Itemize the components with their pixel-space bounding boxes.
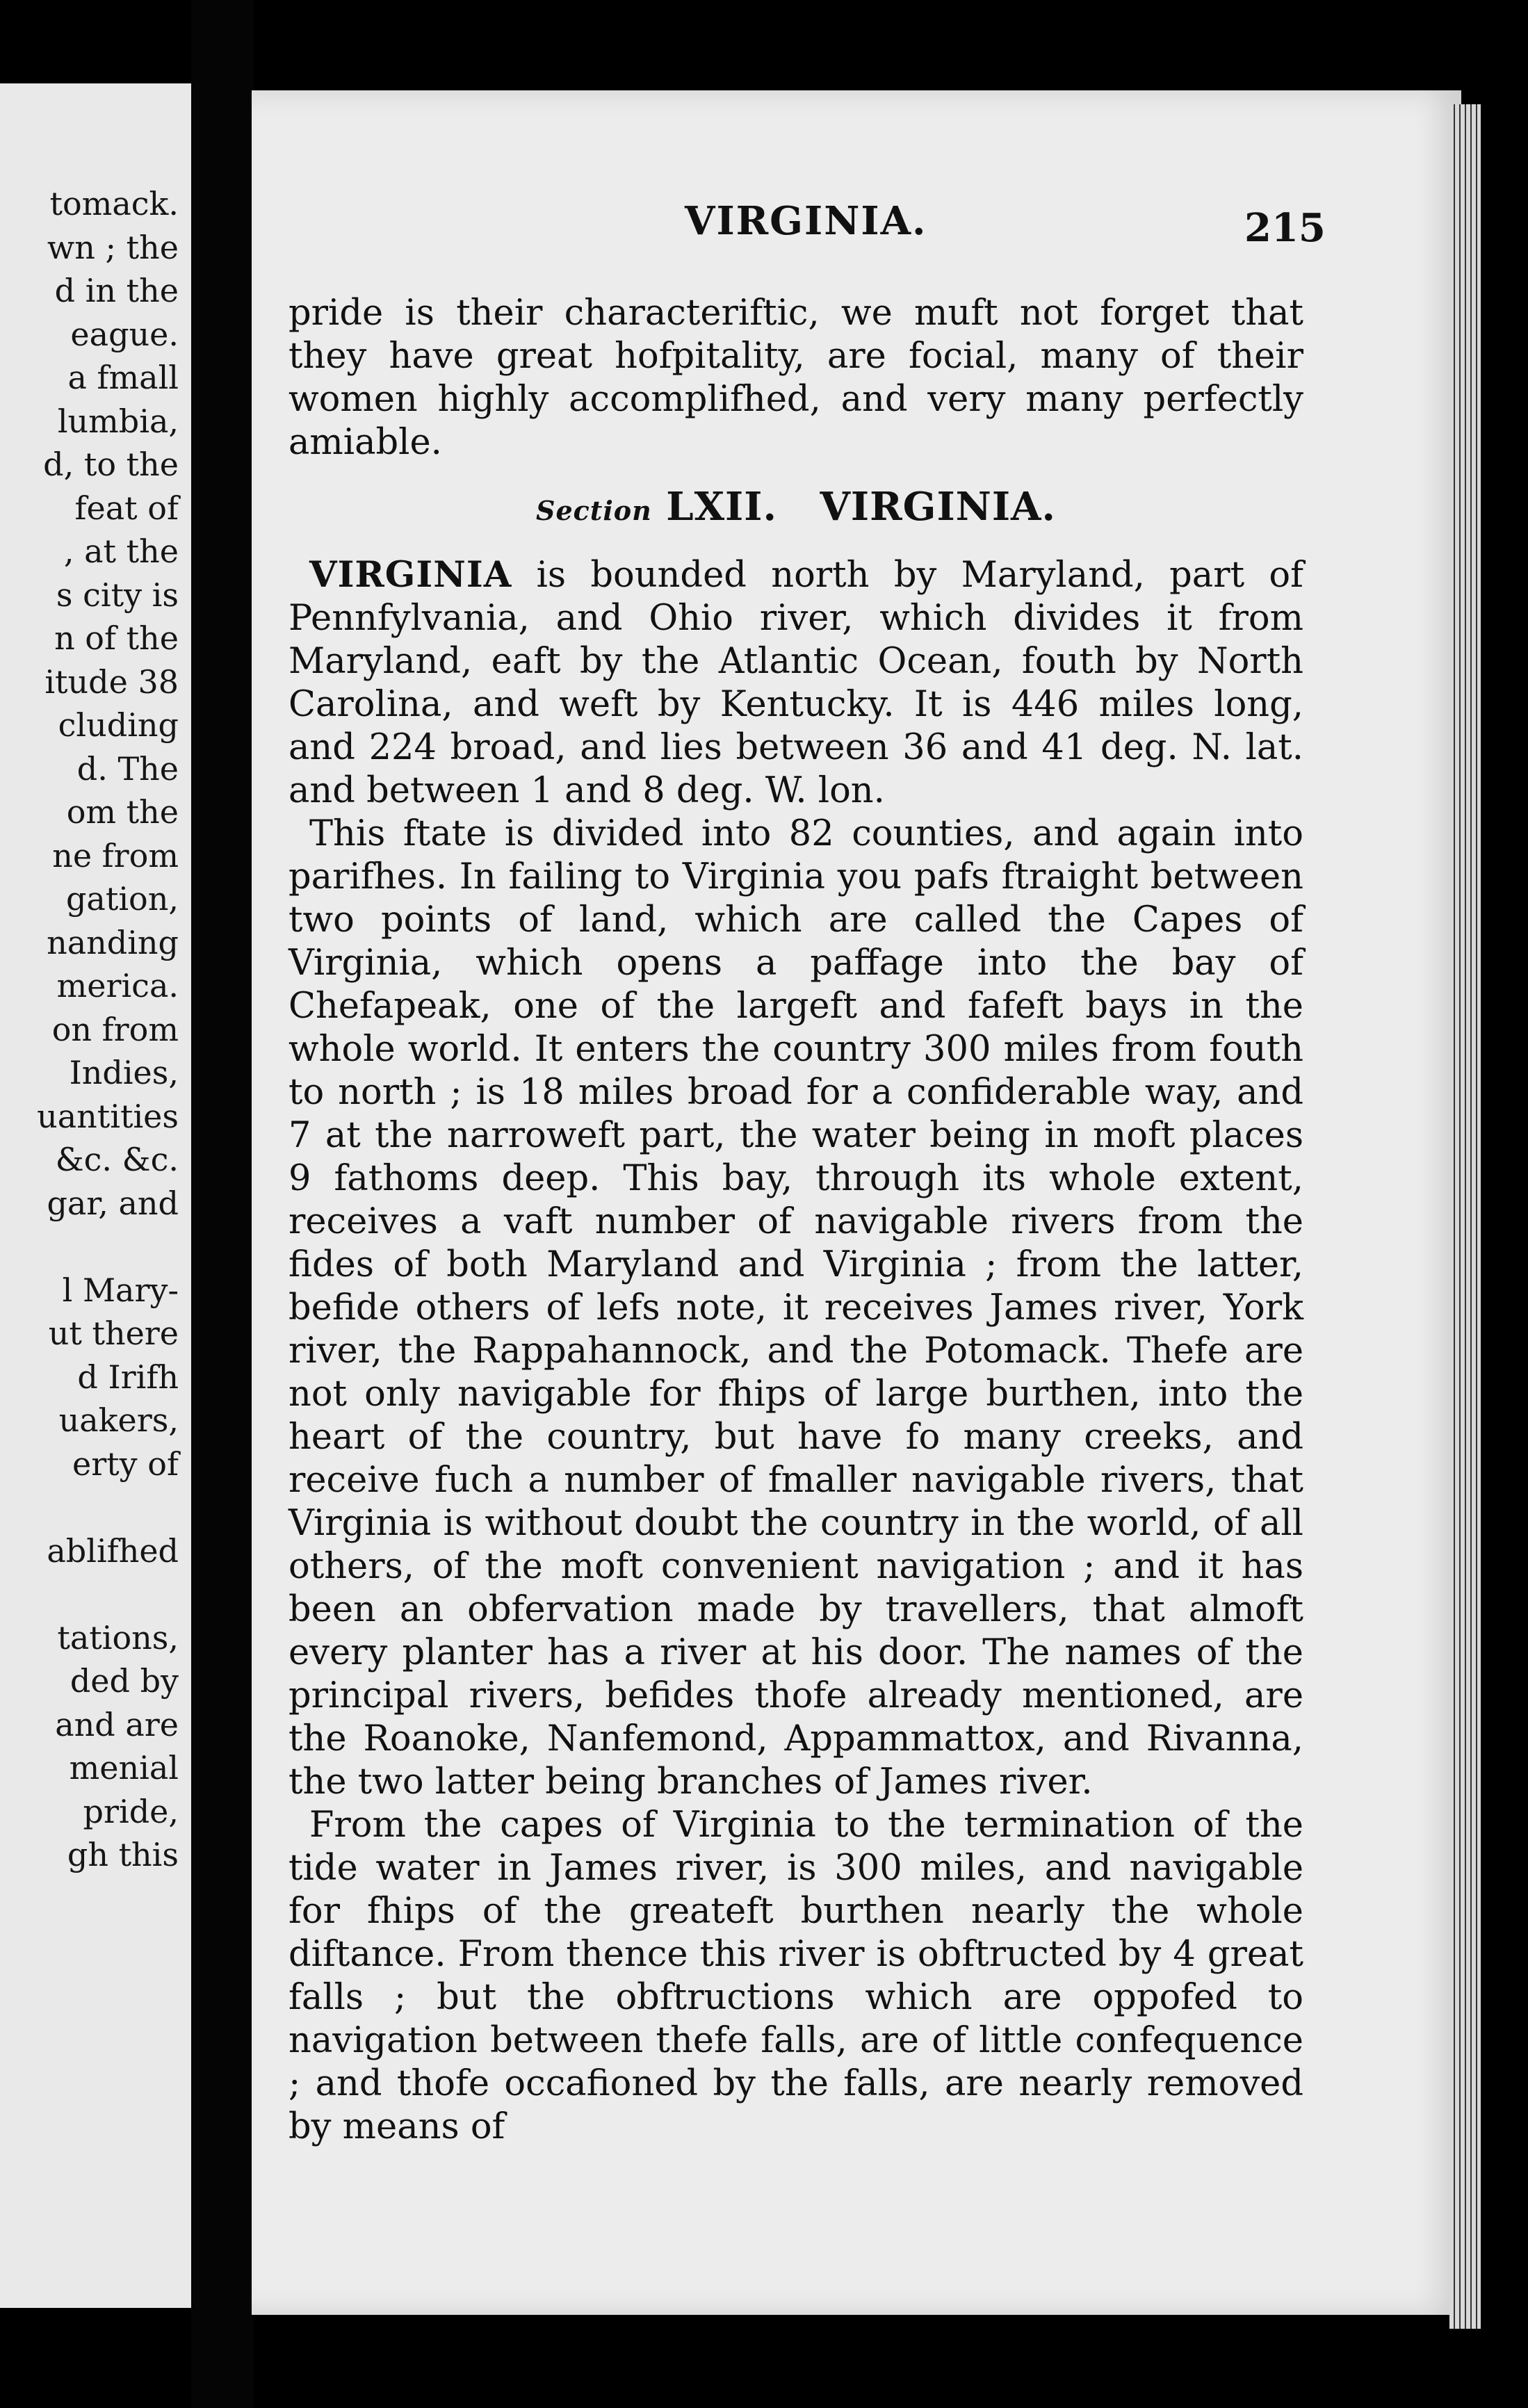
left-page-line: a fmall [67, 359, 179, 396]
left-page-line: cluding [58, 706, 179, 744]
paragraph-1 [288, 553, 1303, 813]
left-facing-page [0, 83, 191, 2308]
left-page-line: wn ; the [47, 228, 179, 266]
left-page-line: lumbia, [57, 402, 179, 440]
left-page-line: , at the [63, 532, 179, 570]
left-page-line: n of the [54, 619, 179, 657]
left-page-line: nanding [47, 923, 179, 961]
left-page-line: and are [55, 1705, 179, 1743]
left-page-line: d. The [76, 749, 179, 788]
left-page-line: d Irifh [77, 1358, 179, 1396]
paragraph-2: This ftate is divided into 82 counties, and again into parifhes. In failing to Virginia you pafs ftraight between two points of land, which are called the Capes of Virginia, which opens a paffage into the bay of Chefapeak, one of the largeft and fafeft bays in the whole world. It enters the country 300 miles from fouth to north ; is 18 miles broad for a confiderable way, and 7 at the narroweft part, the water being in moft places 9 fathoms deep. This bay, through its whole extent, receives a vaft number of navigable rivers from the fides of both Maryland and Virginia ; from the latter, befide others of lefs note, it receives James river, York river, the Rappahannock, and the Potomack. Thefe are not only navigable for fhips of large burthen, into the heart of the country, but have fo many creeks, and receive fuch a number of fmaller navigable rivers, that Virginia is without doubt the country in the world, of all others, of the moft convenient navigation ; and it has been an obfervation made by travellers, that almoft every planter has a river at his door. The names of the principal rivers, befides thofe already mentioned, are the Roanoke, Nanfemond, Appammattox, and Rivanna, the two latter being branches of James river. [288, 813, 1303, 1803]
left-page-line: ablifhed [47, 1531, 179, 1570]
paragraph-3: From the capes of Virginia to the termination of the tide water in James river, is 300 miles, and navigable for fhips of the greateft burthen nearly the whole diftance. From thence this river is obftructed by 4 great falls ; but the obftructions which are oppofed to navigation between thefe falls, are of little confequence ; and thofe occafioned by the falls, are nearly removed by means of [288, 1805, 1303, 2147]
body-text [288, 292, 1303, 2149]
left-page-line: d, to the [43, 446, 179, 483]
section-label: Section [536, 495, 652, 526]
left-page-line: uantities [37, 1097, 179, 1135]
page-number: 215 [1244, 205, 1326, 251]
left-page-line: om the [66, 793, 179, 831]
left-page-line: &c. &c. [55, 1141, 179, 1178]
opening-paragraph: pride is their characteriftic, we muft not forget that they have great hofpitality, are focial, many of their women highly accomplifhed, and very many perfectly amiable. [288, 293, 1303, 463]
left-page-line: uakers, [58, 1401, 179, 1439]
left-page-line: gation, [65, 880, 179, 918]
section-title: VIRGINIA. [820, 484, 1056, 530]
left-page-line: menial [69, 1749, 179, 1787]
left-page-line: pride, [83, 1792, 179, 1830]
left-page-line: l Mary- [62, 1271, 179, 1309]
left-page-line: on from [51, 1010, 179, 1048]
left-page-line: ded by [70, 1662, 179, 1700]
left-page-line: Indies, [69, 1054, 179, 1091]
left-page-line: ut there [48, 1315, 179, 1352]
page-edges [1449, 104, 1481, 2329]
section-heading [288, 485, 1303, 532]
left-page-line: eague. [70, 315, 179, 353]
paragraph-1-text: is bounded north by Maryland, part of Pennfylvania, and Ohio river, which divides it from Maryland, eaft by the Atlantic Ocean, fouth by North Carolina, and weft by Kentucky. It is 446 miles long, and 224 broad, and lies between 36 and 41 deg. N. lat. and between 1 and 8 deg. W. lon. [288, 555, 1303, 811]
left-page-line: gh this [67, 1836, 179, 1873]
left-page-line: feat of [74, 489, 179, 527]
section-number: LXII. [666, 484, 777, 530]
left-page-line: tomack. [49, 185, 179, 222]
left-page-line: merica. [56, 967, 179, 1004]
left-page-line: tations, [57, 1618, 179, 1657]
paragraph-1-lead: VIRGINIA [309, 554, 512, 596]
running-head: VIRGINIA. [685, 198, 927, 244]
left-page-line: d in the [54, 272, 179, 309]
left-page-line: s city is [56, 576, 179, 614]
book-gutter [191, 0, 254, 2408]
left-page-line: erty of [72, 1445, 179, 1483]
left-page-line: ne from [52, 836, 179, 874]
left-page-line: itude 38 [44, 662, 179, 701]
left-page-line: gar, and [47, 1184, 179, 1222]
